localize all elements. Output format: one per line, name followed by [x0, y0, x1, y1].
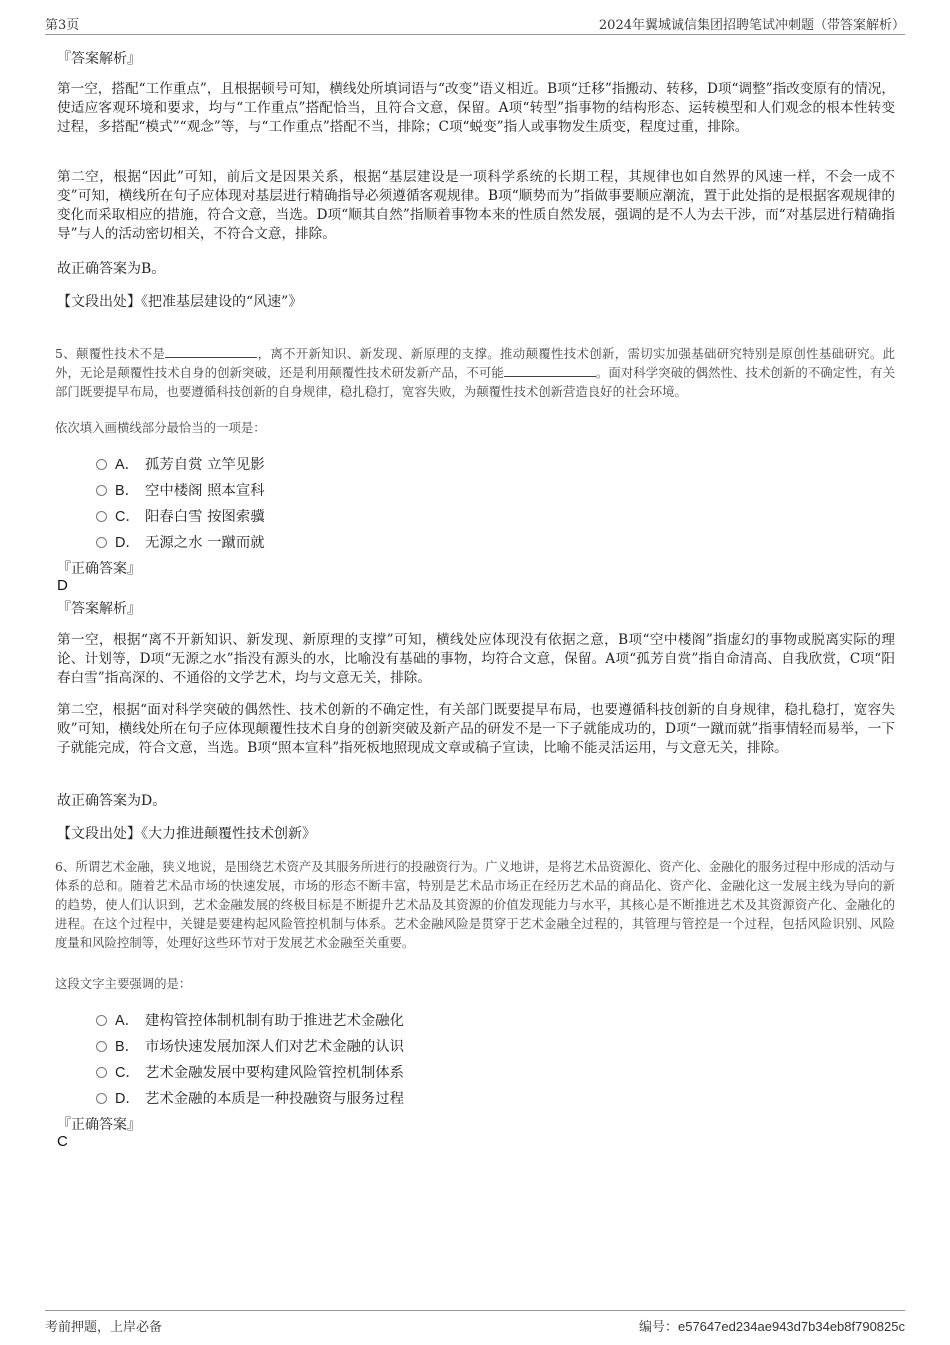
question-prompt: 依次填入画横线部分最恰当的一项是：	[55, 420, 266, 435]
analysis-paragraph: 第一空，搭配“工作重点”，且根据顿号可知，横线处所填词语与“改变”语义相近。B项“迁移”指搬动、转移，D项“调整”指改变原有的情况，使适应客观环境和要求，均与“工作重点”搭配恰当，且符合文意，保留。A项“转型”指事物的结构形态、运转模型和人们观念的根本性转变过程，多搭配“模式”“观念”等，与“工作重点”搭配不当，排除；C项“蜕变”指人或事物发生质变，程度过重，排除。	[57, 81, 895, 135]
question-text: 。面对科学突破的偶然性、技术创新的不确定性，有关部门既要提早布局，也要遵循科技创新的自身规律，稳扎稳打，宽容失败，为颠覆性技术创新营造良好的社会环境。	[55, 365, 896, 399]
option-c[interactable]: C． 阳春白雪 按图索骥	[96, 505, 265, 525]
fill-blank	[165, 345, 257, 358]
question-stem: 6、所谓艺术金融，狭义地说，是围绕艺术资产及其服务所进行的投融资行为。广义地讲，是将艺术品资源化、资产化、金融化的服务过程中形成的活动与体系的总和。随着艺术品市场的快速发展，市场的形态不断丰富，特别是艺术品市场正在经历艺术品的商品化、资产化、金融化这一发展主线为导向的新的趋势，使人们认识到，艺术金融发展的终极目标是不断提升艺术品及其资源的价值发现能力与水平，其核心是不断推进艺术及其资源资产化、金融化的进程。在这个过程中，关键是要建构起风险管控机制与体系。艺术金融风险是贯穿于艺术金融全过程的，其管理与管控是一个过程，包括风险识别、风险度量和风险控制等，处理好这些环节对于发展艺术金融至关重要。	[55, 859, 895, 950]
page-header	[45, 10, 905, 35]
radio-icon[interactable]	[96, 511, 107, 522]
radio-icon[interactable]	[96, 459, 107, 470]
option-c[interactable]: C． 艺术金融发展中要构建风险管控机制体系	[96, 1061, 404, 1081]
radio-icon[interactable]	[96, 1067, 107, 1078]
question-text: 5、颠覆性技术不是	[55, 346, 166, 361]
code-label: 编号：	[638, 1320, 678, 1335]
analysis-paragraph: 第一空，根据“离不开新知识、新发现、新原理的支撑”可知，横线处应体现没有依据之意，B项“空中楼阁”指虚幻的事物或脱离实际的理论、计划等，D项“无源之水”指没有源头的水，比喻没有基础的事物，均符合文意，保留。A项“孤芳自赏”指自命清高、自我欣赏，C项“阳春白雪”指高深的、不通俗的文学艺术，均与文意无关，排除。	[57, 632, 895, 686]
radio-icon[interactable]	[96, 537, 107, 548]
question-prompt: 这段文字主要强调的是：	[55, 976, 192, 991]
page-footer	[45, 1310, 905, 1337]
code-value: e57647ed234ae943d7b34eb8f790825c	[677, 1319, 905, 1334]
option-b[interactable]: B． 空中楼阁 照本宣科	[96, 479, 265, 499]
analysis-paragraph: 第二空，根据“面对科学突破的偶然性、技术创新的不确定性，有关部门既要提早布局，也要遵循科技创新的自身规律，稳扎稳打，宽容失败”可知，横线处所在句子应体现颠覆性技术自身的创新突破及新产品的研发不是一下子就能成功的，D项“一蹴而就”指事情轻而易举，一下子就能完成，符合文意，当选。B项“照本宣科”指死板地照现成文章或稿子宣读，比喻不能灵活运用，与文意无关，排除。	[57, 702, 895, 756]
option-a[interactable]: A． 孤芳自赏 立竿见影	[96, 453, 265, 473]
question-text: ，离不开新知识、新发现、新原理的支撑。推动颠覆性技术创新，需切实加强基础研究特别是原创性基础研究。此外，无论是颠覆性技术自身的创新突破，还是利用颠覆性技术研发新产品，不可能	[55, 346, 895, 380]
radio-icon[interactable]	[96, 1093, 107, 1104]
analysis-paragraph: 第二空，根据“因此”可知，前后文是因果关系，根据“基层建设是一项科学系统的长期工程，其规律也如自然界的风速一样，不会一成不变”可知，横线所在句子应体现对基层进行精确指导必须遵循客观规律。B项“顺势而为”指做事要顺应潮流，置于此处指的是根据客观规律的变化而采取相应的措施，符合文意，当选。D项“顺其自然”指顺着事物本来的性质自然发展，强调的是不人为去干涉，而“对基层进行精确指导”与人的活动密切相关，不符合文意，排除。	[57, 169, 895, 242]
page-number: 第3页	[45, 18, 80, 33]
option-a[interactable]: A． 建构管控体制机制有助于推进艺术金融化	[96, 1009, 404, 1029]
correct-answer: C	[57, 1133, 68, 1150]
footer-slogan: 考前押题，上岸必备	[45, 1320, 163, 1335]
correct-answer: D	[57, 577, 68, 594]
source-citation: 【文段出处】《把准基层建设的“风速”》	[57, 294, 303, 310]
source-citation: 【文段出处】《大力推进颠覆性技术创新》	[57, 826, 316, 842]
conclusion-text: 故正确答案为D。	[57, 793, 167, 809]
option-d[interactable]: D． 无源之水 一蹴而就	[96, 531, 265, 551]
analysis-label: 『答案解析』	[57, 51, 141, 67]
question-stem	[55, 344, 895, 401]
document-title: 2024年翼城诚信集团招聘笔试冲刺题（带答案解析）	[598, 18, 905, 33]
conclusion-text: 故正确答案为B。	[57, 261, 166, 277]
option-b[interactable]: B． 市场快速发展加深人们对艺术金融的认识	[96, 1035, 404, 1055]
radio-icon[interactable]	[96, 485, 107, 496]
correct-answer-label: 『正确答案』	[57, 561, 141, 577]
analysis-label: 『答案解析』	[57, 601, 141, 617]
correct-answer-label: 『正确答案』	[57, 1117, 141, 1133]
fill-blank	[504, 364, 596, 377]
radio-icon[interactable]	[96, 1015, 107, 1026]
radio-icon[interactable]	[96, 1041, 107, 1052]
document-code	[639, 1316, 905, 1335]
option-d[interactable]: D． 艺术金融的本质是一种投融资与服务过程	[96, 1087, 404, 1107]
